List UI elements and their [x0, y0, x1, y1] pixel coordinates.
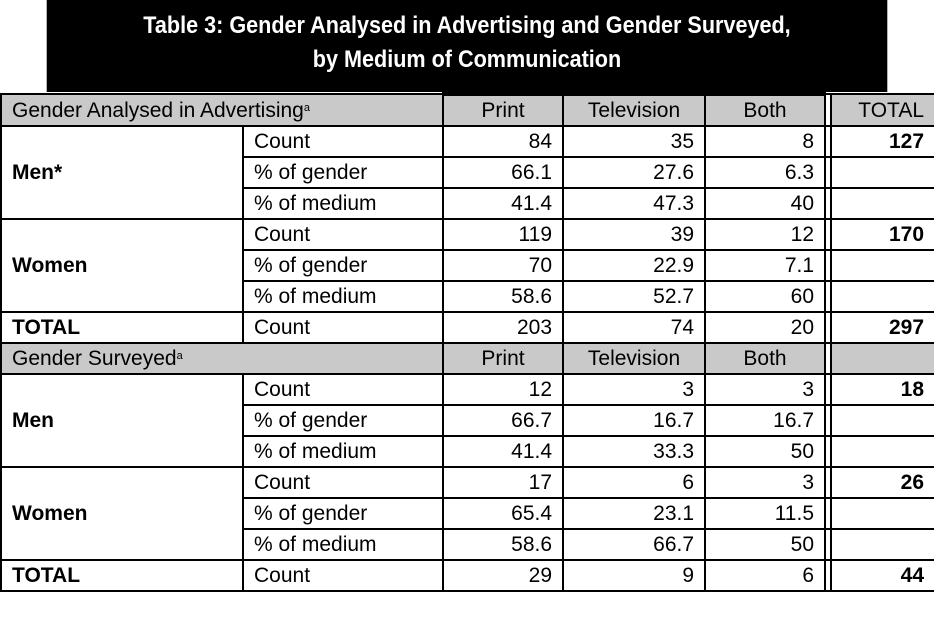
total-blank	[831, 436, 934, 467]
total-blank	[831, 405, 934, 436]
total-blank	[831, 529, 934, 560]
data-cell: 41.4	[443, 436, 563, 467]
total-row-label: TOTAL	[1, 312, 243, 343]
data-cell: 65.4	[443, 498, 563, 529]
data-cell: 50	[705, 436, 825, 467]
data-table	[0, 92, 934, 592]
column-header: Television	[563, 94, 705, 126]
data-cell: 12	[705, 219, 825, 250]
total-cell: 9	[563, 560, 705, 591]
data-cell: 27.6	[563, 157, 705, 188]
data-cell: 12	[443, 374, 563, 405]
data-cell: 50	[705, 529, 825, 560]
column-header: Print	[443, 94, 563, 126]
data-cell: 66.7	[443, 405, 563, 436]
metric-label: Count	[243, 374, 443, 405]
group-label: Women	[1, 219, 243, 312]
table-row	[1, 374, 934, 405]
metric-label: % of gender	[243, 157, 443, 188]
data-cell: 6	[563, 467, 705, 498]
metric-label: Count	[243, 312, 443, 343]
column-header: Television	[563, 343, 705, 374]
data-cell: 66.7	[563, 529, 705, 560]
data-cell: 58.6	[443, 281, 563, 312]
data-cell: 58.6	[443, 529, 563, 560]
data-cell: 8	[705, 126, 825, 157]
total-blank	[831, 250, 934, 281]
data-cell: 60	[705, 281, 825, 312]
data-cell: 66.1	[443, 157, 563, 188]
table-title-line-2: by Medium of Communication	[312, 46, 622, 73]
footnote-marker: a	[303, 101, 310, 114]
data-cell: 119	[443, 219, 563, 250]
data-cell: 23.1	[563, 498, 705, 529]
metric-label: Count	[243, 560, 443, 591]
data-cell: 70	[443, 250, 563, 281]
column-header: Print	[443, 343, 563, 374]
metric-label: % of gender	[243, 405, 443, 436]
table-row	[1, 467, 934, 498]
metric-label: % of gender	[243, 250, 443, 281]
data-cell: 16.7	[563, 405, 705, 436]
total-blank	[831, 188, 934, 219]
section-heading	[1, 343, 443, 374]
column-header: Both	[705, 343, 825, 374]
metric-label: % of medium	[243, 529, 443, 560]
data-cell: 35	[563, 126, 705, 157]
total-blank	[831, 281, 934, 312]
grand-total: 297	[831, 312, 934, 343]
group-total: 127	[831, 126, 934, 157]
table-title	[47, 0, 888, 92]
data-cell: 41.4	[443, 188, 563, 219]
group-label: Men	[1, 374, 243, 467]
section-heading-text: Gender Analysed in Advertising	[12, 98, 304, 122]
metric-label: % of medium	[243, 188, 443, 219]
data-cell: 11.5	[705, 498, 825, 529]
total-row	[1, 312, 934, 343]
grand-total: 44	[831, 560, 934, 591]
data-cell: 22.9	[563, 250, 705, 281]
total-cell: 74	[563, 312, 705, 343]
section-heading	[1, 94, 443, 126]
total-blank	[831, 157, 934, 188]
total-cell: 29	[443, 560, 563, 591]
group-total: 170	[831, 219, 934, 250]
column-header: Both	[705, 94, 825, 126]
data-cell: 3	[705, 467, 825, 498]
total-blank	[831, 498, 934, 529]
total-cell: 203	[443, 312, 563, 343]
data-cell: 52.7	[563, 281, 705, 312]
section-header-row	[1, 343, 934, 374]
metric-label: Count	[243, 219, 443, 250]
data-cell: 40	[705, 188, 825, 219]
section-header-row	[1, 94, 934, 126]
table-row	[1, 126, 934, 157]
total-column-blank	[831, 343, 934, 374]
data-cell: 6.3	[705, 157, 825, 188]
data-cell: 84	[443, 126, 563, 157]
data-cell: 33.3	[563, 436, 705, 467]
data-cell: 17	[443, 467, 563, 498]
metric-label: % of medium	[243, 436, 443, 467]
table-row	[1, 219, 934, 250]
data-cell: 3	[563, 374, 705, 405]
table-title-line-1: Table 3: Gender Analysed in Advertising and Gender Surveyed,	[143, 12, 791, 39]
total-cell: 6	[705, 560, 825, 591]
group-label: Men*	[1, 126, 243, 219]
footnote-marker: a	[176, 350, 183, 362]
data-cell: 3	[705, 374, 825, 405]
metric-label: Count	[243, 126, 443, 157]
total-cell: 20	[705, 312, 825, 343]
metric-label: % of medium	[243, 281, 443, 312]
data-cell: 7.1	[705, 250, 825, 281]
total-column-header: TOTAL	[831, 94, 934, 126]
data-cell: 47.3	[563, 188, 705, 219]
total-row-label: TOTAL	[1, 560, 243, 591]
metric-label: % of gender	[243, 498, 443, 529]
metric-label: Count	[243, 467, 443, 498]
group-total: 18	[831, 374, 934, 405]
data-cell: 39	[563, 219, 705, 250]
data-cell: 16.7	[705, 405, 825, 436]
group-total: 26	[831, 467, 934, 498]
total-row	[1, 560, 934, 591]
section-heading-text: Gender Surveyed	[12, 347, 177, 370]
group-label: Women	[1, 467, 243, 560]
